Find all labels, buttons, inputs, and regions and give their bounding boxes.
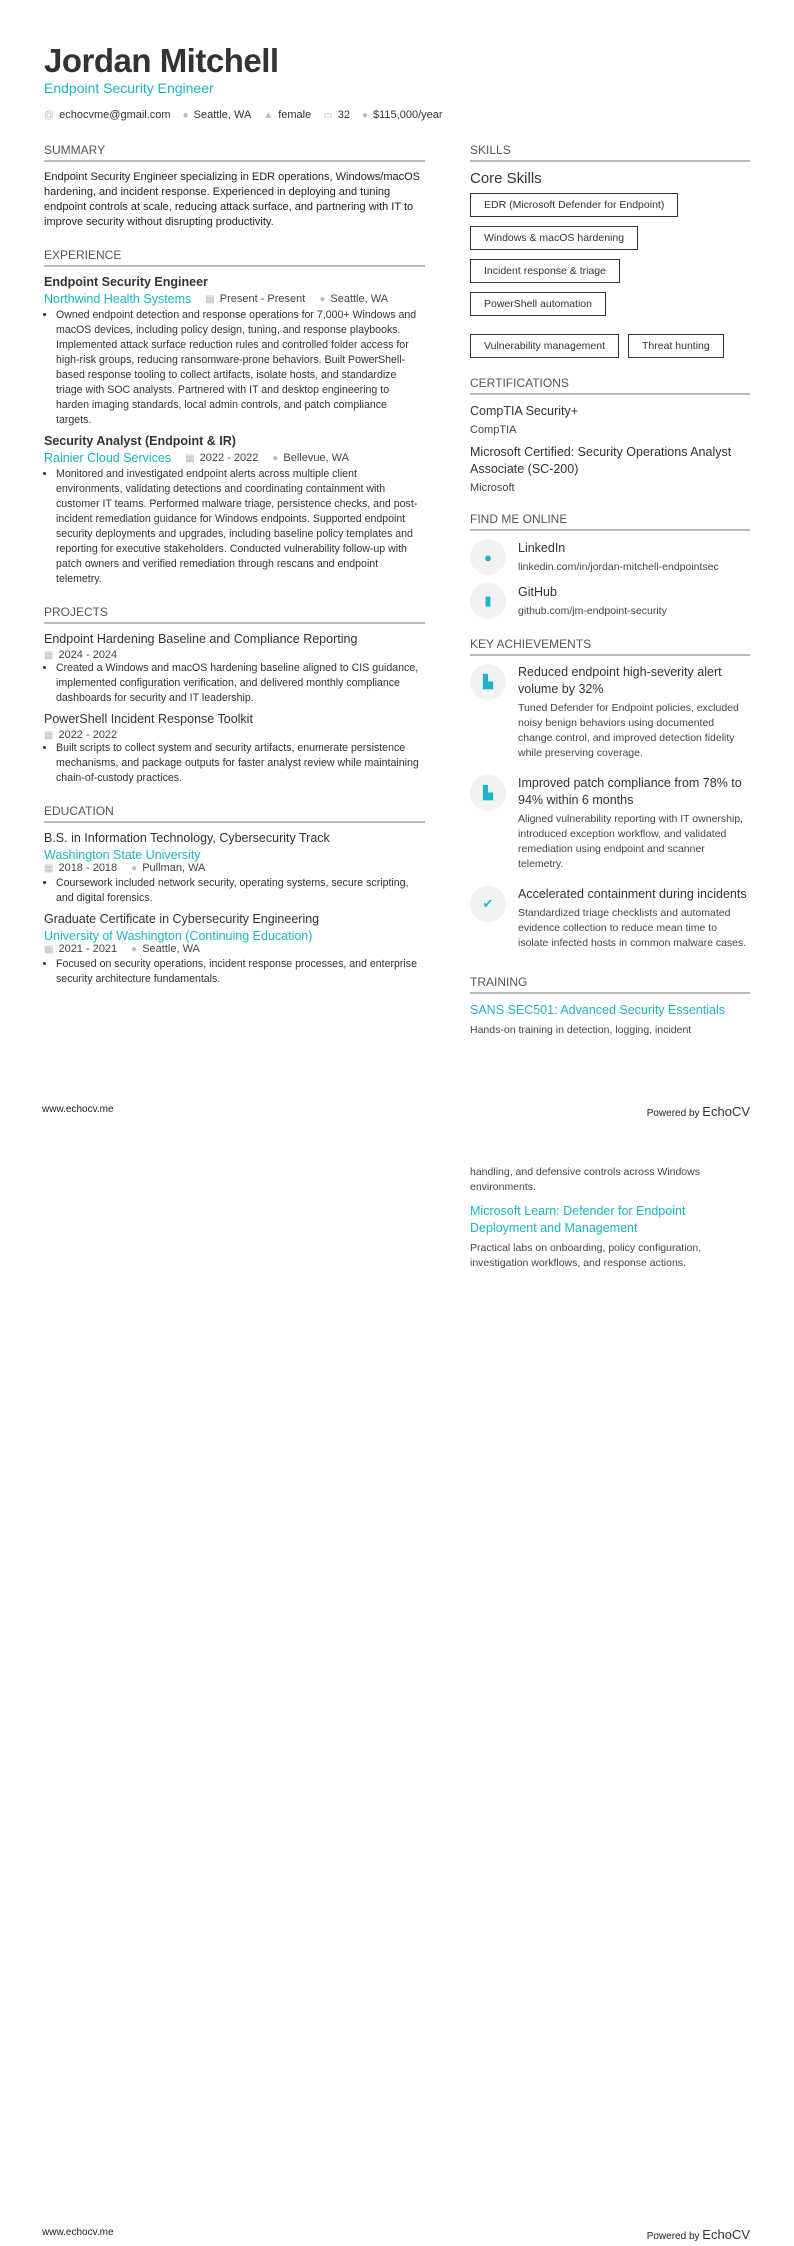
achievement-item: [470, 775, 750, 878]
calendar-icon: ▦: [44, 862, 54, 874]
education-item: [44, 831, 425, 906]
certifications-section: [470, 376, 750, 494]
money-icon: ●: [361, 109, 368, 121]
degree: B.S. in Information Technology, Cybersecurity Track: [44, 831, 330, 845]
candidate-name: Jordan Mitchell: [44, 42, 279, 79]
bullet: • Focused on security operations, incident response processes, and enterprise security architecture fundamentals.: [56, 957, 425, 987]
file-plus-icon: ▙: [470, 664, 506, 700]
section-heading: SUMMARY: [44, 143, 425, 162]
bookmark-icon: ▮: [470, 583, 506, 619]
section-heading: SKILLS: [470, 143, 750, 162]
training-desc: Hands-on training in detection, logging, incident: [470, 1024, 692, 1036]
section-heading: PROJECTS: [44, 605, 425, 624]
achievement-title: Improved patch compliance from 78% to 94% within 6 months: [518, 776, 742, 807]
project-item: [44, 632, 425, 706]
achievement-desc: Aligned vulnerability reporting with IT ownership, introduced exception workflow, and validated remediation using endpoint and scanner telemetry.: [518, 813, 744, 870]
bullet: • Owned endpoint detection and response operations for 7,000+ Windows and macOS devices, including policy design, tuning, and response playbooks. Implemented attack surface reduction rules and controlled folder access for high-risk groups, reducing ransomware-prone behaviors. Built PowerShell-based response tooling to collect artifacts, isolate hosts, and standardize triage with SOC analysts. Partnered with IT and desktop engineering to harden imaging standards, local admin controls, and patch compliance targets.: [56, 308, 425, 428]
degree: Graduate Certificate in Cybersecurity Engineering: [44, 912, 320, 926]
achievement-desc: Tuned Defender for Endpoint policies, excluded noisy benign behaviors using documented change control, and improved detection fidelity while preserving coverage.: [518, 702, 739, 759]
achievement-title: Accelerated containment during incidents: [518, 887, 747, 901]
calendar-icon: ▦: [44, 943, 54, 955]
calendar-icon: ▦: [44, 649, 54, 661]
location: Seattle, WA: [193, 109, 252, 121]
section-heading: EDUCATION: [44, 804, 425, 823]
section-heading: FIND ME ONLINE: [470, 512, 750, 531]
right-column-continued: [470, 1165, 750, 1279]
location: Pullman, WA: [142, 862, 206, 874]
powered-by: Powered by: [646, 1108, 700, 1119]
project-title: PowerShell Incident Response Toolkit: [44, 712, 253, 726]
footer-site[interactable]: www.echocv.me: [42, 2227, 114, 2238]
location-icon: ●: [319, 293, 326, 305]
summary-text: Endpoint Security Engineer specializing in EDR operations, Windows/macOS hardening, and incident response. Experienced in deploying and tuning endpoint controls at scale, reducing attack surface, and partnering with IT to improve security without disrupting productivity.: [44, 171, 421, 228]
training-title: SANS SEC501: Advanced Security Essentials: [470, 1003, 725, 1017]
skill-tag: Vulnerability management: [470, 334, 619, 358]
brand-logo: EchoCV: [702, 2227, 750, 2242]
achievement-item: [470, 886, 750, 957]
left-column: [44, 143, 425, 1005]
bullet: • Monitored and investigated endpoint alerts across multiple client environments, validating detections and coordinating containment with customer IT teams. Performed malware triage, persistence checks, and post-incident remediation guidance for Windows endpoints. Supported endpoint security deployments and upgrades, including baseline policy templates and reporting for executive stakeholders. Conducted vulnerability follow-up with patch owners and verified remediation through rescans and endpoint telemetry.: [56, 467, 425, 587]
dates: 2021 - 2021: [58, 943, 118, 955]
bullet: • Created a Windows and macOS hardening baseline aligned to CIS guidance, implemented configuration verification, and delivered monthly compliance dashboards for security and IT leadership.: [56, 661, 425, 706]
section-heading: KEY ACHIEVEMENTS: [470, 637, 750, 656]
bullet: • Built scripts to collect system and security artifacts, enumerate persistence mechanisms, and package outputs for faster analyst review while maintaining chain-of-custody practices.: [56, 741, 425, 786]
calendar-icon: ▦: [44, 729, 54, 741]
powered-by: Powered by: [646, 2231, 700, 2242]
location: Seattle, WA: [142, 943, 200, 955]
training-desc: Practical labs on onboarding, policy configuration, investigation workflows, and response actions.: [470, 1242, 702, 1269]
skill-tag: PowerShell automation: [470, 292, 606, 316]
location-icon: ●: [131, 943, 138, 955]
location-icon: ●: [272, 452, 279, 464]
calendar-icon: ▦: [205, 293, 215, 305]
chat-bubble-icon: ●: [470, 539, 506, 575]
skill-group-title: Core Skills: [470, 170, 542, 187]
check-circle-icon: ✔: [470, 886, 506, 922]
dates: 2024 - 2024: [58, 649, 118, 661]
email: echocvme@gmail.com: [59, 109, 171, 121]
online-link-linkedin[interactable]: [470, 539, 750, 575]
school: University of Washington (Continuing Education): [44, 929, 313, 943]
link-name: GitHub: [518, 585, 557, 599]
age: 32: [337, 109, 350, 121]
skill-tag: Windows & macOS hardening: [470, 226, 638, 250]
dates: 2018 - 2018: [58, 862, 118, 874]
online-link-github[interactable]: [470, 583, 750, 619]
section-heading: CERTIFICATIONS: [470, 376, 750, 395]
footer-powered: [647, 2227, 750, 2242]
bullet: • Coursework included network security, operating systems, secure scripting, and digital forensics.: [56, 876, 425, 906]
education-section: [44, 804, 425, 987]
project-item: [44, 712, 425, 786]
dates: 2022 - 2022: [58, 729, 118, 741]
location: Seattle, WA: [330, 293, 389, 305]
right-column: [470, 143, 750, 1056]
skill-tag: EDR (Microsoft Defender for Endpoint): [470, 193, 678, 217]
candidate-title: Endpoint Security Engineer: [44, 80, 214, 96]
summary-section: [44, 143, 425, 230]
section-heading: TRAINING: [470, 975, 750, 994]
location: Bellevue, WA: [283, 452, 349, 464]
skill-tag: Incident response & triage: [470, 259, 620, 283]
job-role: Security Analyst (Endpoint & IR): [44, 434, 236, 448]
salary: $115,000/year: [373, 109, 443, 121]
link-name: LinkedIn: [518, 541, 566, 555]
cert-name: Microsoft Certified: Security Operations Analyst Associate (SC-200): [470, 445, 732, 476]
calendar-icon: ▭: [323, 109, 333, 121]
school: Washington State University: [44, 848, 201, 862]
company: Northwind Health Systems: [44, 292, 192, 306]
brand-logo: EchoCV: [702, 1104, 750, 1119]
achievement-item: [470, 664, 750, 767]
achievement-desc: Standardized triage checklists and automated evidence collection to reduce mean time to isolate infected hosts in common malware cases.: [518, 907, 747, 949]
link-url[interactable]: linkedin.com/in/jordan-mitchell-endpointsec: [518, 561, 719, 573]
file-check-icon: ▙: [470, 775, 506, 811]
education-item: [44, 912, 425, 987]
link-url[interactable]: github.com/jm-endpoint-security: [518, 605, 667, 617]
company: Rainier Cloud Services: [44, 451, 172, 465]
projects-section: [44, 605, 425, 786]
experience-item: [44, 275, 425, 428]
location-icon: ●: [131, 862, 138, 874]
skill-tag: Threat hunting: [628, 334, 724, 358]
at-icon: @: [44, 109, 55, 121]
project-title: Endpoint Hardening Baseline and Compliance Reporting: [44, 632, 358, 646]
achievements-section: [470, 637, 750, 957]
contact-line: [44, 109, 443, 121]
experience-item: [44, 434, 425, 587]
training-title: Microsoft Learn: Defender for Endpoint Deployment and Management: [470, 1204, 686, 1235]
cert-issuer: CompTIA: [470, 424, 517, 436]
dates: Present - Present: [219, 293, 306, 305]
skills-section: [470, 143, 750, 358]
person-icon: ▲: [263, 109, 274, 121]
section-heading: EXPERIENCE: [44, 248, 425, 267]
gender: female: [278, 109, 312, 121]
calendar-icon: ▦: [185, 452, 195, 464]
achievement-title: Reduced endpoint high-severity alert volume by 32%: [518, 665, 722, 696]
footer-site[interactable]: www.echocv.me: [42, 1104, 114, 1115]
resume-page-2: [0, 1123, 794, 2246]
dates: 2022 - 2022: [199, 452, 259, 464]
experience-section: [44, 248, 425, 587]
location-icon: ●: [182, 109, 189, 121]
training-desc: handling, and defensive controls across Windows environments.: [470, 1166, 700, 1193]
job-role: Endpoint Security Engineer: [44, 275, 208, 289]
online-section: [470, 512, 750, 619]
training-section: [470, 975, 750, 1038]
cert-name: CompTIA Security+: [470, 404, 579, 418]
cert-issuer: Microsoft: [470, 482, 515, 494]
footer-powered: [647, 1104, 750, 1119]
